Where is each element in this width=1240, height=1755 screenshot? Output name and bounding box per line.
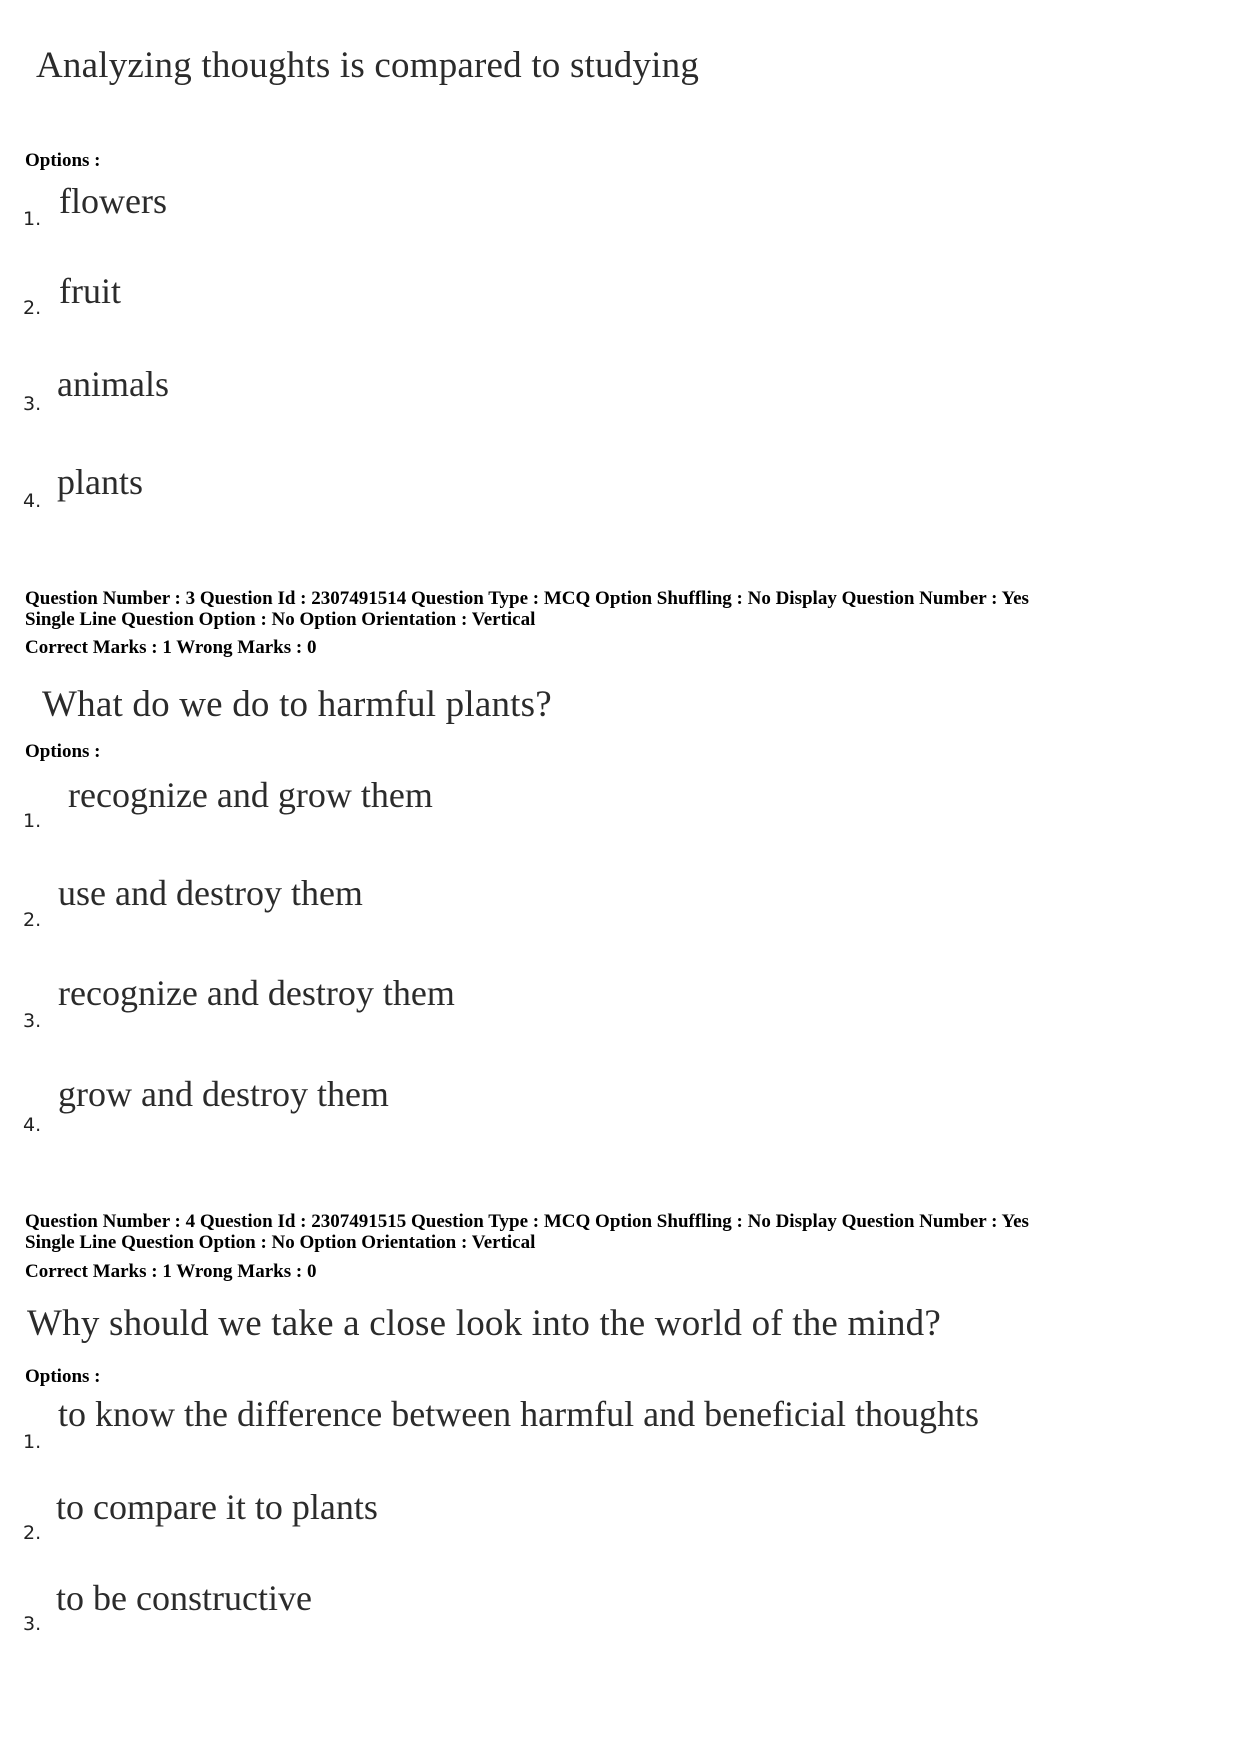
question-text: Why should we take a close look into the world of the mind? (27, 1303, 941, 1344)
option-number: 4. (23, 1114, 42, 1136)
question-meta: Question Number : 3 Question Id : 2307491514 Question Type : MCQ Option Shuffling : No Display Question Number : Yes (25, 588, 1029, 609)
option-number: 2. (23, 297, 42, 319)
question-marks: Correct Marks : 1 Wrong Marks : 0 (25, 1261, 317, 1282)
question-text: What do we do to harmful plants? (42, 684, 552, 725)
option-text: use and destroy them (58, 873, 363, 913)
option-number: 3. (23, 393, 42, 415)
option-text: animals (57, 364, 169, 404)
option-number: 3. (23, 1613, 42, 1635)
option-text: to compare it to plants (56, 1487, 378, 1527)
option-text: recognize and grow them (68, 775, 433, 815)
options-label: Options : (25, 741, 101, 762)
option-text: plants (57, 462, 143, 502)
option-number: 3. (23, 1010, 42, 1032)
option-text: flowers (59, 181, 167, 221)
question-meta: Question Number : 4 Question Id : 2307491515 Question Type : MCQ Option Shuffling : No Display Question Number : Yes (25, 1211, 1029, 1232)
option-text: grow and destroy them (58, 1074, 389, 1114)
options-label: Options : (25, 150, 101, 171)
option-text: recognize and destroy them (58, 973, 455, 1013)
option-number: 1. (23, 1431, 42, 1453)
option-number: 1. (23, 810, 42, 832)
option-text: to be constructive (56, 1578, 312, 1618)
question-meta-options: Single Line Question Option : No Option Orientation : Vertical (25, 1232, 536, 1253)
option-number: 4. (23, 490, 42, 512)
question-meta-options: Single Line Question Option : No Option Orientation : Vertical (25, 609, 536, 630)
question-marks: Correct Marks : 1 Wrong Marks : 0 (25, 637, 317, 658)
option-number: 2. (23, 1522, 42, 1544)
option-text: fruit (59, 271, 121, 311)
options-label: Options : (25, 1366, 101, 1387)
option-number: 1. (23, 208, 42, 230)
option-number: 2. (23, 909, 42, 931)
question-text: Analyzing thoughts is compared to studying (36, 45, 700, 86)
option-text: to know the difference between harmful and beneficial thoughts (58, 1394, 980, 1434)
